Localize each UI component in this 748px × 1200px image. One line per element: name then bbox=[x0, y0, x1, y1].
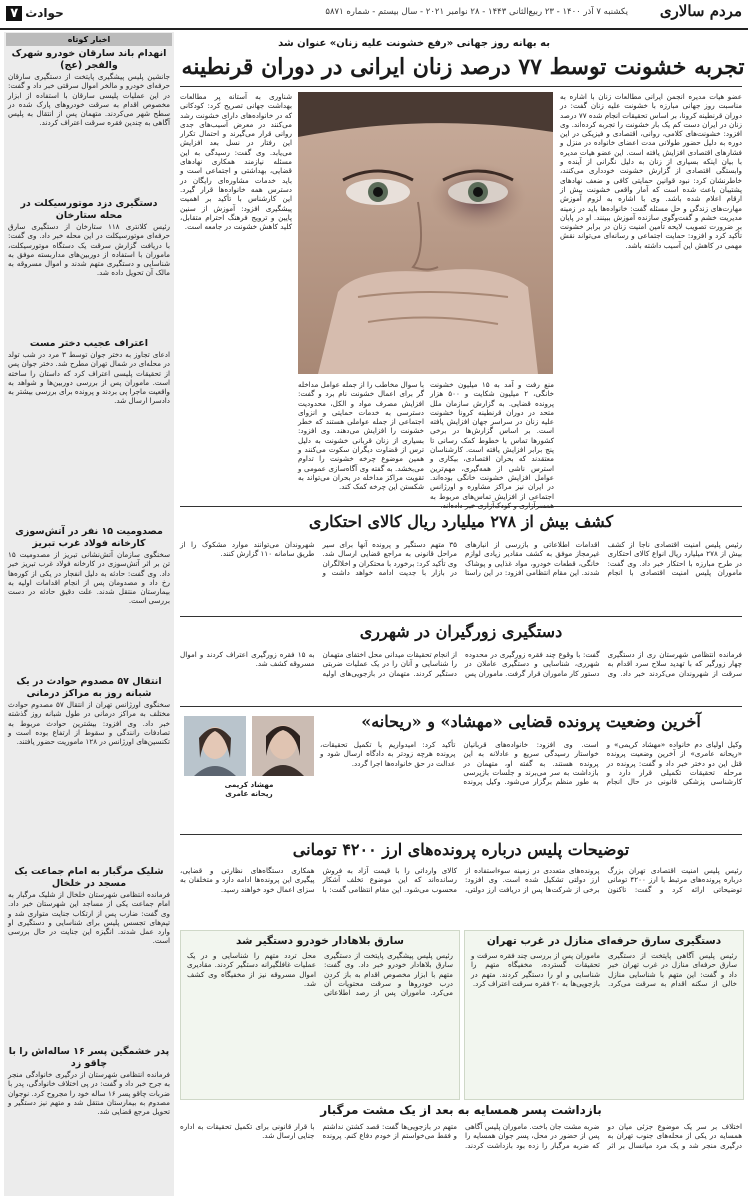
newspaper-logo: مردم سالاری bbox=[659, 2, 742, 20]
portrait-photo-right bbox=[252, 716, 314, 776]
sidebar-item-text: ادعای تجاوز به دختر جوان توسط ۳ مرد در شب تولد در محله‌ای در شمال تهران مطرح شد. دختر جوان پس از تحقیقات پلیسی اعتراف کرد که داستان را ساخته است. ماموران پس از بررسی دوربین‌ها و شواهد به واقعیت ماجرا پی بردند و پرونده برای بررسی بیشتر به دادسرا ارسال شد. bbox=[8, 350, 171, 406]
sidebar-item bbox=[8, 866, 170, 1040]
story-headline: بازداشت پسر همسایه به بعد از یک مشت مرگبار bbox=[320, 1103, 602, 1117]
lead-body-bottom-left bbox=[298, 380, 424, 502]
box-body: رئیس پلیس آگاهی پایتخت از دستگیری سارق حرفه‌ای منازل در غرب تهران خبر داد و گفت: این متهم با شناسایی منازل خالی از سکنه اقدام به سرقت می‌کرد. ماموران پس از بررسی چند فقره سرقت و تحقیقات گسترده، مخفیگاه متهم را شناسایی و او را دستگیر کردند. متهم در بازجویی‌ها به ۲۰ فقره سرقت اعتراف کرد. bbox=[471, 951, 737, 988]
box-headline: دستگیری سارق حرفه‌ای منازل در غرب تهران bbox=[486, 935, 722, 947]
story-body: رئیس پلیس امنیت اقتصادی ناجا از کشف بیش از ۲۷۸ میلیارد ریال انواع کالای احتکاری در طرح مبارزه با احتکار خبر داد. وی گفت: ماموران پلیس امنیت اقتصادی با انجام اقدامات اطلاعاتی و بازرسی از انبارهای غیرمجاز موفق به کشف مقادیر زیادی لوازم خانگی، قطعات خودرو، مواد غذایی و پوشاک شدند. این مقام انتظامی افزود: در این راستا ۳۵ متهم دستگیر و پرونده آنها برای سیر مراحل قانونی به مراجع قضایی ارسال شد. وی تأکید کرد: برخورد با محتکران و اخلالگران در بازار با جدیت ادامه خواهد داشت و شهروندان می‌توانند موارد مشکوک را از طریق سامانه ۱۱۰ گزارش کنند. bbox=[180, 540, 743, 577]
lead-headline: تجربه خشونت توسط ۷۷ درصد زنان ایرانی در دوران قرنطینه bbox=[181, 54, 745, 80]
sidebar-item bbox=[8, 676, 170, 860]
sidebar-item-text: فرمانده انتظامی شهرستان خلخال از شلیک مرگبار به امام جماعت یکی از مساجد این شهرستان خبر داد. وی گفت: ضارب پس از ارتکاب جنایت متواری شد و تیم‌های تجسس پلیس برای شناسایی و دستگیری او وارد عمل شدند. انگیزه این جنایت در حال بررسی است. bbox=[8, 890, 170, 946]
paragraph: منع رفت و آمد به ۱۵ میلیون خشونت خانگی، ۲ میلیون شکایت و ۵۰۰ هزار پرونده قضایی. به گزارش سازمان ملل متحد در دوران قرنطینه کرونا خشونت علیه زنان در سراسر جهان افزایش یافته است. بر اساس گزارش‌ها در برخی کشورها تماس با خطوط کمک رسانی تا پنج برابر افزایش یافته است. کارشناسان معتقدند که بحران اقتصادی، بیکاری و استرس ناشی از همه‌گیری، مهم‌ترین عوامل افزایش خشونت خانگی بوده‌اند. در ایران نیز مراکز مشاوره و اورژانس اجتماعی از افزایش تماس‌های مربوط به bbox=[430, 380, 554, 501]
story-body: وکیل اولیای دم خانواده «مهشاد کریمی» و «ریحانه عامری» از آخرین وضعیت پرونده قتل این دو دختر خبر داد و گفت: پرونده در مرحله تحقیقات تکمیلی قرار دارد و کارشناسی پزشکی قانونی در حال انجام است. وی افزود: خانواده‌های قربانیان خواستار رسیدگی سریع و عادلانه به این پرونده هستند. به گفته او، متهمان در بازداشت به سر می‌برند و جلسات بازپرسی به طور منظم برگزار می‌شود. وکیل پرونده تأکید کرد: امیدواریم با تکمیل تحقیقات، پرونده هرچه زودتر به دادگاه ارسال شود و عدالت در حق خانواده‌ها اجرا گردد. bbox=[320, 740, 742, 787]
box-body: رئیس پلیس پیشگیری پایتخت از دستگیری سارق بلاهادار خودرو خبر داد. وی گفت: متهم با ابزار مخصوص اقدام به باز کردن درب خودروها و سرقت محتویات آن می‌کرد. ماموران پس از رصد اطلاعاتی محل تردد متهم را شناسایی و در یک عملیات غافلگیرانه دستگیر کردند. مقادیری اموال مسروقه نیز از مخفیگاه وی کشف شد. bbox=[187, 951, 453, 998]
sidebar-item bbox=[8, 338, 170, 520]
sidebar-item-title: انتقال ۵۷ مصدوم حوادث در یک شبانه روز به مراکز درمانی bbox=[16, 676, 162, 699]
woman-portrait bbox=[252, 716, 314, 776]
woman-portrait bbox=[184, 716, 246, 776]
sidebar-item bbox=[8, 48, 170, 192]
lead-body-right bbox=[560, 92, 742, 502]
sidebar-item-title: مصدومیت ۱۵ نفر در آتش‌سوزی کارخانه فولاد غرب تبریز bbox=[15, 526, 163, 549]
story-headline: آخرین وضعیت پرونده قضایی «مهشاد» و «ریحانه» bbox=[361, 712, 701, 731]
sidebar-list bbox=[8, 48, 170, 1194]
sidebar-item-title: انهدام باند سارقان خودرو شهرک والفجر (عج) bbox=[11, 48, 167, 71]
divider bbox=[180, 86, 742, 87]
story-body: رئیس پلیس امنیت اقتصادی تهران بزرگ درباره پرونده‌های مرتبط با ارز ۴۲۰۰ تومانی توضیحاتی ارائه کرد و گفت: تاکنون پرونده‌های متعددی در زمینه سوءاستفاده از ارز دولتی تشکیل شده است. وی افزود: برخی از شرکت‌ها پس از دریافت ارز دولتی، کالای وارداتی را با قیمت آزاد به فروش رسانده‌اند که این موضوع تخلف آشکار محسوب می‌شود. این مقام انتظامی گفت: با همکاری دستگاه‌های نظارتی و قضایی، پیگیری این پرونده‌ها ادامه دارد و متخلفان به سزای اعمال خود خواهند رسید. bbox=[180, 866, 742, 894]
divider bbox=[180, 834, 742, 835]
paragraph: عضو هیات مدیره انجمن ایرانی مطالعات زنان با اشاره به مناسبت روز جهانی مبارزه با خشونت علیه زنان گفت: در دوران قرنطینه کرونا، بر اساس تحقیقات انجام شده ۷۷ درصد زنان در ایران دست کم یک بار خشونت را تجربه کرده‌اند. وی افزود: خشونت‌های کلامی، روانی، اقتصادی و فیزیکی در این دوره به دلیل حضور طولانی مدت اعضای خانواده در منزل و فشارهای اقتصادی افزایش یافته است. این عضو هیات مدیره با بیان اینکه بسیاری از زنان به دلیل نگرانی از آینده و وابستگی اقتصادی از گزارش خشونت خودداری می‌کنند، خاطرنشان کرد: نبود قوانین حمایتی کافی و ضعف نهادهای پشتیبان باعث شده است که آمار واقعی خشونت بیش از ارقام اعلام شده باشد. وی با اشاره به لزوم آموزش مهارت‌های زندگی و حل مسئله گفت: خانواده‌ها باید در زمینه مدیریت خشم و گفت‌وگوی سازنده آموزش ببینند. او در پایان بر ضرورت تصویب لایحه تأمین امنیت زنان در برابر خشونت تأکید کرد و افزود: حمایت اجتماعی و رسانه‌ای می‌تواند نقش مهمی در کاهش این آسیب داشته باشد. bbox=[560, 92, 742, 250]
caption: مهشاد کریمی bbox=[224, 780, 274, 789]
story-body: اختلاف بر سر یک موضوع جزئی میان دو همسایه در یکی از محله‌های جنوب تهران به درگیری منجر شد و یک مرد میانسال بر اثر ضربه مشت جان باخت. ماموران پلیس آگاهی پس از حضور در محل، پسر جوان همسایه را که ضربه مرگبار را زده بود بازداشت کردند. متهم در بازجویی‌ها گفت: قصد کشتن نداشتم و فقط می‌خواستم از خودم دفاع کنم. پرونده با قرار قانونی برای تکمیل تحقیقات به اداره جنایی ارسال شد. bbox=[180, 1122, 742, 1150]
sidebar-item bbox=[8, 526, 170, 670]
paragraph: با سوال مخاطب را از جمله عوامل مداخله گر برای اعمال خشونت نام برد و گفت: افزایش مصرف مواد و الکل، محدودیت دسترسی به خدمات حمایتی و انزوای اجتماعی از جمله عواملی هستند که خطر خشونت را افزایش می‌دهند. وی افزود: بسیاری از زنان قربانی خشونت به دلیل ترس از قضاوت دیگران سکوت می‌کنند و همین موضوع چرخه خشونت را تداوم می‌بخشد. به گفته وی آگاه‌سازی عمومی و تقویت مراکز مداخله در بحران می‌تواند به شکستن این چرخه کمک کند. bbox=[298, 380, 424, 492]
paragraph: شناوری به آستانه پر مطالعات بهداشت جهانی تصریح کرد: کودکانی که در خانواده‌های دارای خشونت رشد می‌کنند در معرض آسیب‌های جدی روانی قرار می‌گیرند و احتمال تکرار این رفتار در نسل بعد افزایش می‌یابد. وی گفت: رسیدگی به این مسئله نیازمند همکاری نهادهای قضایی، بهداشتی و اجتماعی است و باید خدمات مشاوره‌ای رایگان در دسترس همه خانواده‌ها قرار گیرد. این کارشناس با تأکید بر اهمیت پیشگیری افزود: آموزش از سنین پایین و ترویج فرهنگ احترام متقابل، کلید کاهش خشونت در جامعه است. bbox=[180, 92, 292, 232]
sidebar-item bbox=[8, 198, 170, 332]
divider bbox=[180, 706, 742, 707]
box-headline: سارق بلاهادار خودرو دستگیر شد bbox=[236, 935, 404, 947]
photo-captions bbox=[184, 780, 314, 830]
story-headline: دستگیری زورگیران در شهرری bbox=[359, 622, 563, 641]
sidebar-item-text: جانشین پلیس پیشگیری پایتخت از دستگیری سارقان حرفه‌ای خودرو و مالخر اموال سرقتی خبر داد و گفت: در این عملیات پلیسی سارقان با استفاده از ابزار مخصوص اقدام به سرقت خودروهای پارک شده در سطح شهر می‌کردند. متهمان پس از انتقال به پلیس آگاهی به چندین فقره سرقت اعتراف کردند. bbox=[8, 72, 170, 128]
section-label bbox=[4, 2, 66, 24]
sidebar-item-title: دستگیری دزد موتورسیکلت در محله ستارخان bbox=[20, 198, 158, 221]
sidebar-item-text: رئیس کلانتری ۱۱۸ ستارخان از دستگیری سارق حرفه‌ای موتورسیکلت در این محله خبر داد. وی گفت: با دریافت گزارش سرقت یک دستگاه موتورسیکلت، ماموران با استفاده از دوربین‌های مداربسته موفق به شناسایی و دستگیری متهم شدند و اموال مسروقه به مالک آن تحویل داده شد. bbox=[8, 222, 170, 278]
sidebar-item-text: سخنگوی اورژانس تهران از انتقال ۵۷ مصدوم حوادث مختلف به مراکز درمانی در طول شبانه روز گذشته خبر داد. وی افزود: بیشترین حوادث مربوط به تصادفات رانندگی و سقوط از ارتفاع بوده است و تکنسین‌های اورژانس در ۱۲۸ ماموریت حضور یافتند. bbox=[8, 700, 170, 747]
page-number: ۷ bbox=[6, 6, 22, 21]
masthead bbox=[0, 0, 748, 30]
section-name: حوادث bbox=[25, 6, 64, 20]
sidebar-item-title: شلیک مرگبار به امام جماعت یک مسجد در خلخال bbox=[14, 866, 164, 889]
lead-kicker: به بهانه روز جهانی «رفع خشونت علیه زنان» عنوان شد bbox=[278, 38, 550, 49]
lead-photo bbox=[298, 92, 553, 374]
sidebar-item-title: پدر خشمگین پسر ۱۶ ساله‌اش را با چاقو زد bbox=[8, 1046, 170, 1069]
sidebar-item-title: اعتراف عجیب دختر مست bbox=[29, 338, 149, 349]
lead-body-bottom-right bbox=[430, 380, 554, 502]
boxed-story bbox=[464, 930, 744, 1100]
sidebar-item-text: سخنگوی سازمان آتش‌نشانی تبریز از مصدومیت ۱۵ تن بر اثر آتش‌سوزی در کارخانه فولاد غرب تبریز خبر داد. وی گفت: حادثه به دلیل انفجار در یکی از کوره‌ها رخ داد و مصدومان پس از انجام اقدامات اولیه به بیمارستان منتقل شدند. علت دقیق حادثه در دست بررسی است. bbox=[8, 550, 170, 606]
portrait-photo-left bbox=[184, 716, 246, 776]
divider bbox=[180, 506, 742, 507]
lead-body-left bbox=[180, 92, 292, 502]
woman-face-photo bbox=[298, 92, 553, 374]
sidebar-header: اخبار کوتاه bbox=[6, 33, 172, 46]
story-body: فرمانده انتظامی شهرستان ری از دستگیری چهار زورگیر که با تهدید سلاح سرد اقدام به سرقت از شهروندان می‌کردند خبر داد. وی گفت: با وقوع چند فقره زورگیری در محدوده شهرری، شناسایی و دستگیری عاملان در دستور کار ماموران قرار گرفت. ماموران پس از انجام تحقیقات میدانی محل اختفای متهمان را شناسایی و آنان را در یک عملیات ضربتی دستگیر کردند. متهمان در بازجویی‌های اولیه به ۱۵ فقره زورگیری اعتراف کردند و اموال مسروقه کشف شد. bbox=[180, 650, 742, 678]
issue-info: یکشنبه ۷ آذر ۱۴۰۰ - ۲۳ ربیع‌الثانی ۱۴۴۳ - ۲۸ نوامبر ۲۰۲۱ - سال بیستم - شماره ۵۸۷۱ bbox=[325, 7, 628, 17]
story-headline: کشف بیش از ۲۷۸ میلیارد ریال کالای احتکاری bbox=[308, 512, 614, 531]
boxed-story bbox=[180, 930, 460, 1100]
divider bbox=[180, 616, 742, 617]
sidebar-item-text: فرمانده انتظامی شهرستان از درگیری خانوادگی منجر به جرح خبر داد و گفت: در پی اختلاف خانوادگی، پدر با ضربات چاقو پسر ۱۶ ساله خود را مجروح کرد. نوجوان مصدوم به بیمارستان منتقل شد و متهم نیز دستگیر و تحویل مرجع قضایی شد. bbox=[8, 1070, 170, 1117]
sidebar-item bbox=[8, 1046, 170, 1190]
story-headline: توضیحات پلیس درباره پرونده‌های ارز ۴۲۰۰ تومانی bbox=[292, 840, 630, 859]
caption: ریحانه عامری bbox=[225, 789, 273, 799]
